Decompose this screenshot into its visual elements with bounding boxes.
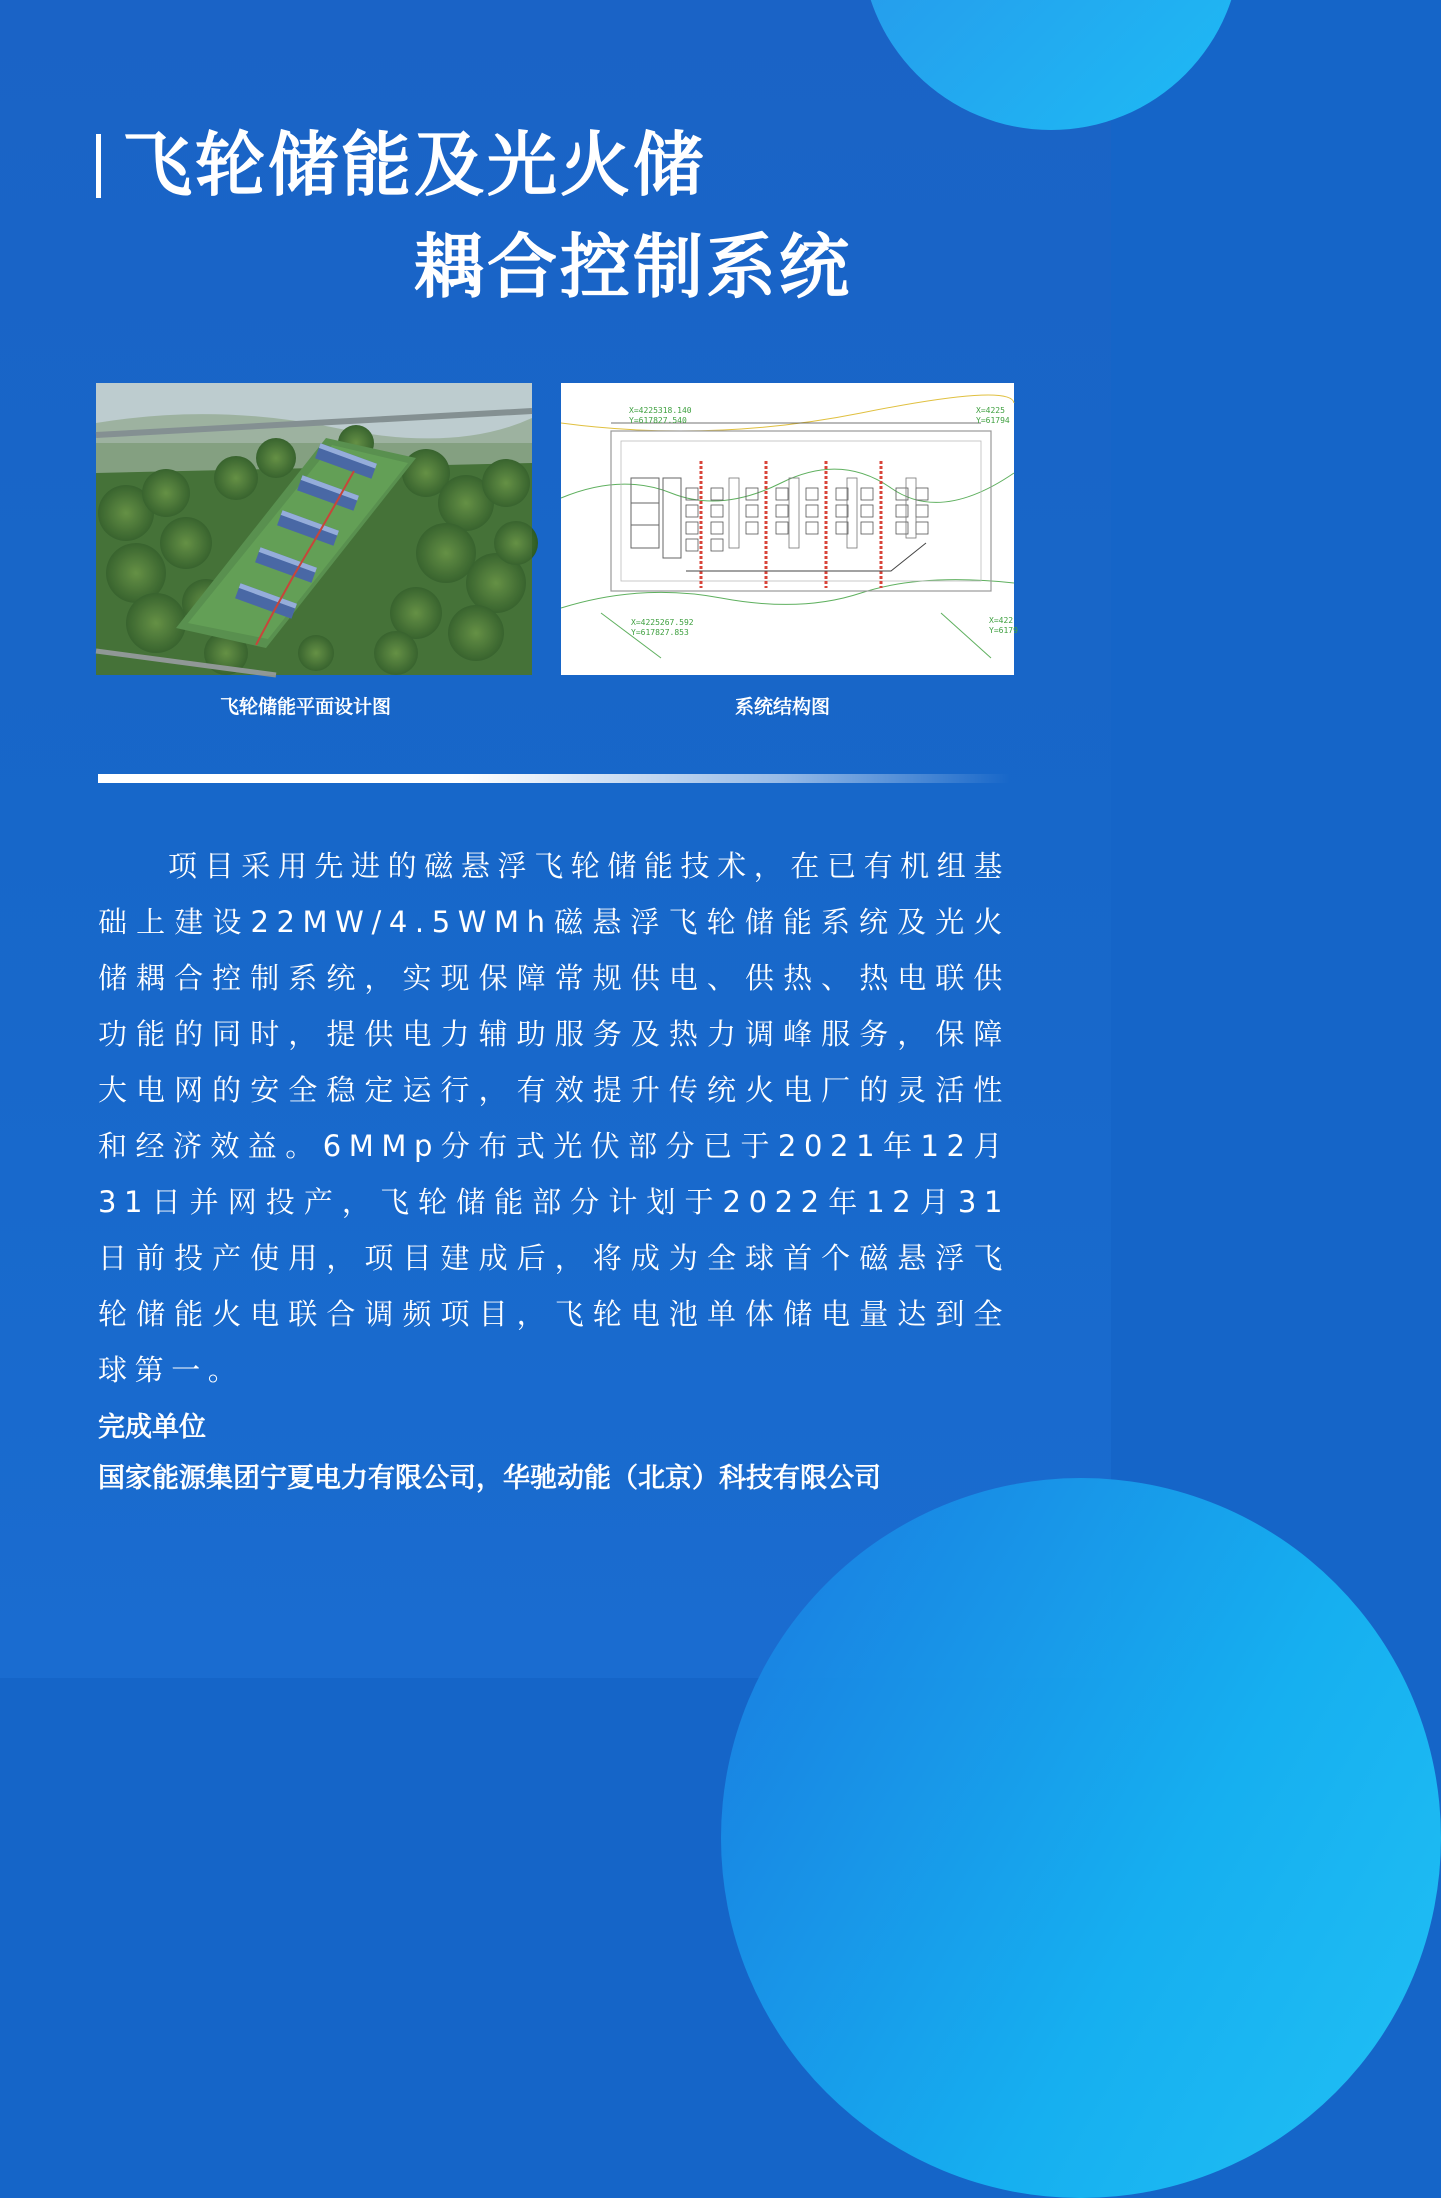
section-divider xyxy=(98,774,1010,783)
coord-label-bottom-left-y: Y=617827.853 xyxy=(631,628,689,637)
title-line-2: 耦合控制系统 xyxy=(414,226,852,308)
coord-label-bottom-left-x: X=4225267.592 xyxy=(631,618,694,627)
coord-label-bottom-right-x: X=422 xyxy=(989,616,1014,625)
completion-unit-label: 完成单位 xyxy=(98,1412,206,1443)
decorative-circle-bottom-right xyxy=(721,1478,1441,2198)
engineering-plan-illustration xyxy=(561,383,1018,675)
title-line-1: 飞轮储能及光火储 xyxy=(122,124,706,206)
aerial-rendering-illustration xyxy=(96,383,532,675)
completion-unit-names: 国家能源集团宁夏电力有限公司，华驰动能（北京）科技有限公司 xyxy=(98,1463,881,1494)
coord-label-top-left-y: Y=617827.540 xyxy=(629,416,687,425)
flywheel-site-rendering-image xyxy=(96,383,532,675)
coord-label-top-right-y: Y=61794 xyxy=(976,416,1010,425)
coord-label-top-right-x: X=4225 xyxy=(976,406,1005,415)
figure-caption-system-structure: 系统结构图 xyxy=(735,696,831,718)
coord-label-top-left-x: X=4225318.140 xyxy=(629,406,692,415)
title-accent-bar xyxy=(96,134,101,198)
figure-caption-site-plan: 飞轮储能平面设计图 xyxy=(220,696,392,718)
coord-label-bottom-right-y: Y=6179 xyxy=(989,626,1018,635)
decorative-circle-top-right xyxy=(861,0,1241,130)
system-structure-drawing xyxy=(561,383,1018,675)
project-description: 项目采用先进的磁悬浮飞轮储能技术，在已有机组基础上建设22MW/4.5WMh磁悬浮飞轮储能系统及光火储耦合控制系统，实现保障常规供电、供热、热电联供功能的同时，提供电力辅助服务及热力调峰服务，保障大电网的安全稳定运行，有效提升传统火电厂的灵活性和经济效益。6MMp分布式光伏部分已于2021年12月31日并网投产，飞轮储能部分计划于2022年12月31日前投产使用，项目建成后，将成为全球首个磁悬浮飞轮储能火电联合调频项目，飞轮电池单体储电量达到全球第一。 xyxy=(98,849,1010,1387)
